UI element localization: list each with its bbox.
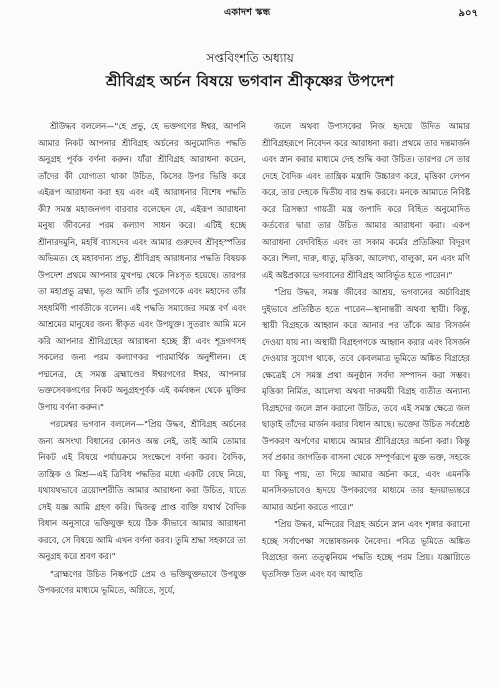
running-head: একাদশ স্কন্ধ (224, 7, 271, 18)
paragraph: "প্রিয় উদ্ধব, মন্দিরের বিগ্রহ অর্চনে স্নান এবং শৃঙ্গার করানো হচ্ছে সর্বাপেক্ষা সন্তোষজনক নৈবেদ্য। পবিত্র ভূমিতে অঙ্কিত বিগ্রহের জন্য তত্ত্বনিয়ম পদ্ধতি হচ্ছে পরম প্রিয়। যজ্ঞাগ্নিতে ঘৃতসিক্ত তিল এবং যব আহুতি (262, 519, 470, 579)
paragraph: শ্রীউদ্ধব বললেন—"হে প্রভু, হে ভক্তগণের ঈশ্বর, আপনি আমার নিকট আপনার শ্রীবিগ্রহ অর্চনের অনুমোদিত পদ্ধতি অনুগ্রহ পূর্বক বর্ণনা করুন। যাঁরা শ্রীবিগ্রহ আরাধনা করেন, তাঁদের কী যোগ্যতা থাকা উচিত, কিসের উপর ভিত্তি করে এইরূপ আরাধনা করা হয় এবং এই আরাধনার বিশেষ পদ্ধতি কী? সমস্ত মহাজনগণ বারবার বলেছেন যে, এইরূপ আরাধনা মনুষ্য জীবনের পরম কল্যাণ সাধন করে। এটিই হচ্ছে শ্রীনারদমুনি, মহর্ষি ব্যাসদেব এবং আমার গুরুদেব শ্রীবৃহস্পতির অভিমত। হে মহাবদান্য প্রভু, শ্রীবিগ্রহ আরাধনার পদ্ধতি বিষয়ক উপদেশ প্রথমে আপনার মুখপদ্ম থেকে নিঃসৃত হয়েছে। তারপর তা মহাপ্রভু ব্রহ্মা, ভৃগু আদি তাঁর পুত্রগণকে এবং মহাদেব তাঁর সহধর্মিণী পার্বতীকে বলেন। এই পদ্ধতি সমাজের সমস্ত বর্ণ এবং আশ্রমের মানুষের জন্য স্বীকৃত এবং উপযুক্ত। সুতরাং আমি মনে করি আপনার শ্রীবিগ্রহের আরাধনা হচ্ছে স্ত্রী এবং শূদ্রগণসহ সকলের জন্য পরম কল্যাণকর পারমার্থিক অনুশীলন। হে পদ্মনেত্র, হে সমস্ত ব্রহ্মাণ্ডের ঈশ্বরগণের ঈশ্বর, আপনার ভক্তসেবকগণের নিকট অনুগ্রহপূর্বক এই কর্মবন্ধন থেকে মুক্তির উপায় বর্ণনা করুন।" (38, 121, 246, 412)
page-title: শ্রীবিগ্রহ অর্চন বিষয়ে ভগবান শ্রীকৃষ্ণের উপদেশ (105, 72, 395, 90)
paragraph: "ব্রাহ্মণের উচিত নিষ্কপটে প্রেম ও ভক্তিযুক্তভাবে উপযুক্ত উপকরণের মাধ্যমে ভূমিতে, অগ্নিতে, সূর্যে, (38, 568, 246, 595)
right-text-column (262, 118, 470, 678)
paragraph: পরমেশ্বর ভগবান বললেন—"প্রিয় উদ্ধব, শ্রীবিগ্রহ অর্চনের জন্য অসংখ্য বিধানের কোনও অন্ত নেই, তাই আমি তোমার নিকট এই বিষয়ে পর্যায়ক্রমে সংক্ষেপে বর্ণনা করব। বৈদিক, তান্ত্রিক ও মিশ্র—এই ত্রিবিধ পদ্ধতির মধ্যে একটি বেছে নিয়ে, যথাযথভাবে ত্রয়োদশরীতি আমার আরাধনা করা উচিত, যাতে সেই যজ্ঞ আমি গ্রহণ করি। দ্বিজত্ব প্রাপ্ত ব্যক্তি যথার্থ বৈদিক বিধান অনুসারে ভক্তিযুক্ত হয়ে ঠিক কীভাবে আমার আরাধনা করবে, সে বিষয়ে আমি এখন বর্ণনা করব। তুমি শ্রদ্ধা সহকারে তা অনুগ্রহ করে শ্রবণ কর।" (38, 419, 246, 561)
chapter-title: সপ্তবিংশতি অধ্যায় (206, 51, 294, 65)
paragraph: জলে অথবা উপাসকের নিজ হৃদয়ে উদিত আমার শ্রীবিগ্রহরূপে নিবেদন করে আরাধনা করা। প্রথমে তার দন্তমার্জন এবং স্নান করার মাধ্যমে দেহ শুদ্ধি করা উচিত। তারপর সে তার দেহে বৈদিক এবং তান্ত্রিক মন্ত্রাদি উচ্চারণ করে, মৃত্তিকা লেপন করে, তার দেহকে দ্বিতীয় বার শুদ্ধ করবে। মনকে আমাতে নিবিষ্ট করে ত্রিসন্ধ্যা গায়ত্রী মন্ত্র জপাদি করে বিহিত অনুমোদিত কর্তব্যের দ্বারা তার উচিত আমার আরাধনা করা। একপ আরাধনা বেদবিহিত এবং তা সকাম কর্মের প্রতিক্রিয়া বিদূরণ করে। শিলা, দারু, ধাতু, মৃত্তিকা, আলেখ্য, বালুকা, মন এবং মণি এই অষ্টপ্রকারে ভগবানের শ্রীবিগ্রহ আবির্ভূত হতে পারেন।" (262, 121, 470, 280)
paragraph: "প্রিয় উদ্ধব, সমস্ত জীবের আশ্রয়, ভগবানের অর্চাবিগ্রহ দুইভাবে প্রতিষ্ঠিত হতে পারেন—স্থানান্তরী অথবা স্থায়ী। কিন্তু, স্থায়ী বিগ্রহকে আহ্বান করে আনার পর তাঁকে আর বিসর্জন দেওয়া যায় না। অস্থায়ী বিগ্রহগণকে আহ্বান করার এবং বিসর্জন দেওয়ার সুযোগ থাকে, তবে কেবলমাত্র ভূমিতে অঙ্কিত বিগ্রহের ক্ষেত্রেই সে সমস্ত প্রথা অনুষ্ঠান সর্বদা সম্পাদন করা সম্ভব। মৃত্তিকা নির্মিত, আলেখ্য অথবা দারুময়ী বিগ্রহ ব্যতীত অন্যান্য বিগ্রহদের জলে স্নান করানো উচিত, তবে এই সমস্ত ক্ষেত্রে জল ছাড়াই তাঁদের মার্জন করার বিধান আছে। ভক্তের উচিত সর্বশ্রেষ্ঠ উপকরণ অর্পণের মাধ্যমে আমার শ্রীবিগ্রহের অর্চনা করা। কিন্তু সর্ব প্রকার জাগতিক বাসনা থেকে সম্পূর্ণরূপে মুক্ত ভক্ত, সহজে যা কিছু পায়, তা দিয়ে আমার অর্চনা করে, এবং এমনকি মানসিকভাবেও হৃদয়ে উপকরণের মাধ্যমে তার হৃদয়াভ্যন্তরে আমার অর্চনা করতে পারে।" (262, 287, 470, 512)
page-number: ৯০৭ (458, 8, 478, 19)
left-text-column (38, 118, 246, 678)
